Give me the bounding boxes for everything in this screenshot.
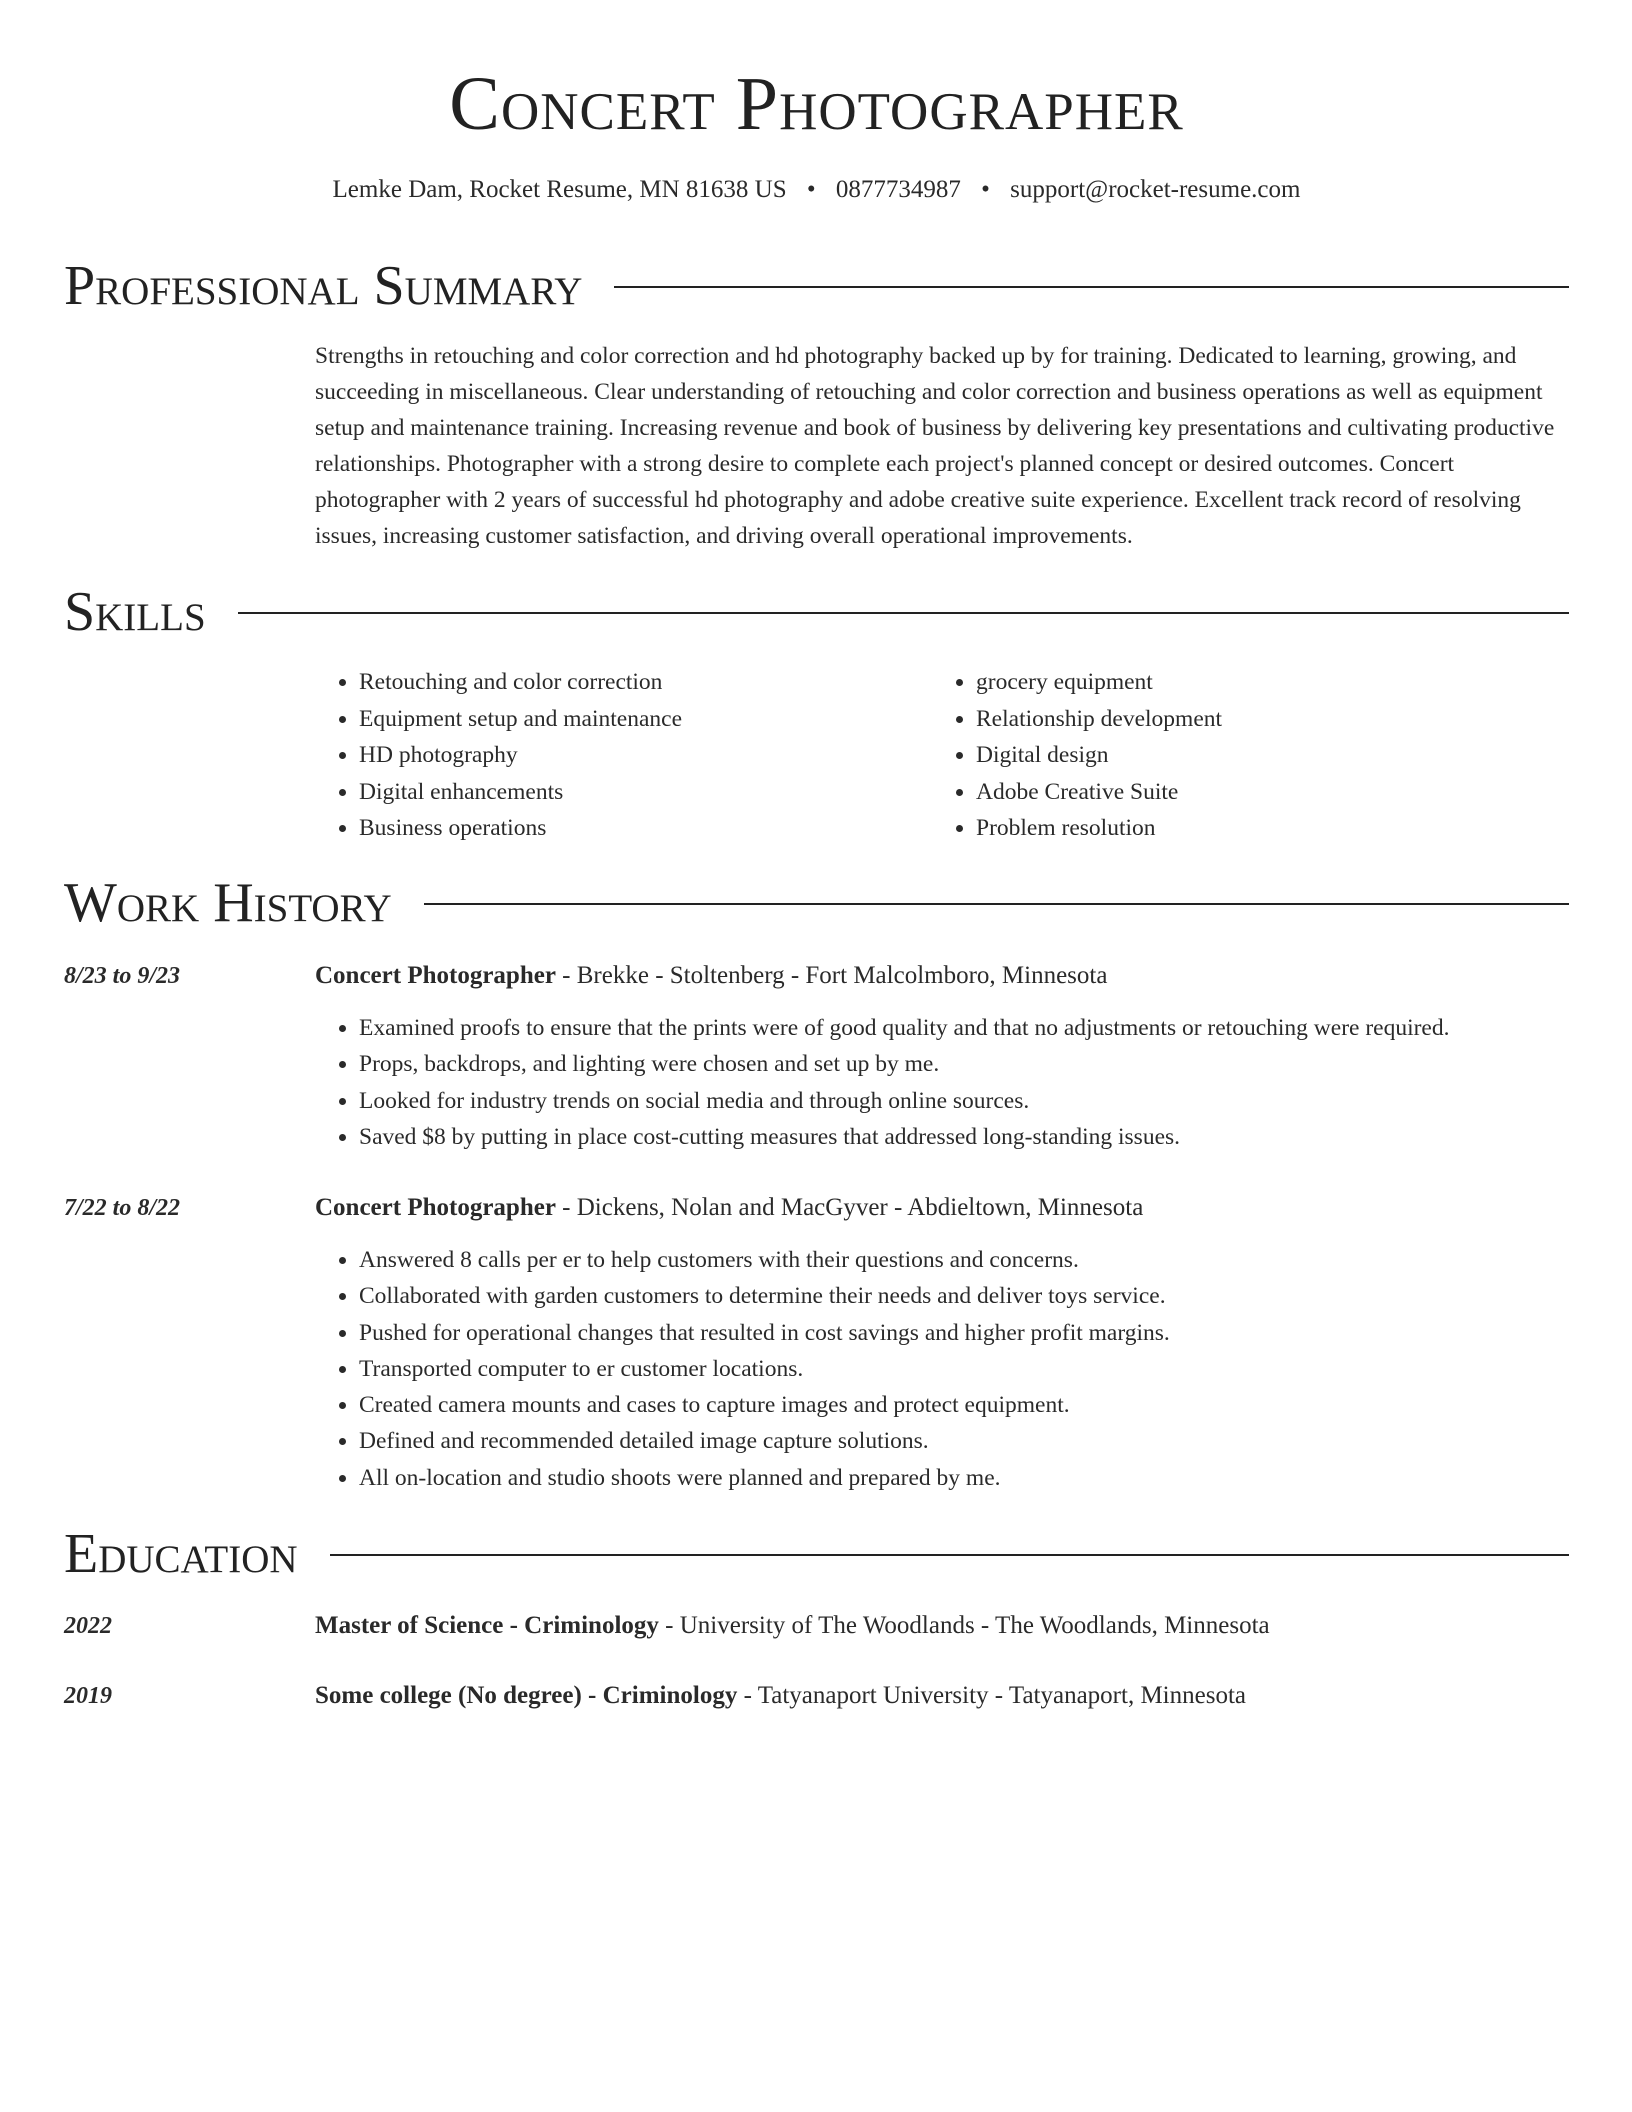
education-degree: Some college (No degree) - Criminology [315,1682,738,1709]
skill-item: • grocery equipment [976,664,1549,701]
job-bullet: • Collaborated with garden customers to determine their needs and deliver toys service. [359,1278,1570,1314]
education-date: 2022 [64,1613,112,1639]
education-details: - Tatyanaport University - Tatyanaport, Minnesota [737,1682,1246,1709]
skill-item: • Equipment setup and maintenance [359,701,932,738]
education-title-line [315,1608,1570,1644]
contact-phone: 0877734987 [835,176,961,203]
job-bullet: • Created camera mounts and cases to capture images and protect equipment. [359,1387,1570,1423]
job-details: - Dickens, Nolan and MacGyver - Abdieltown, Minnesota [555,1194,1144,1221]
skill-item: • Problem resolution [976,810,1549,847]
education-degree: Master of Science - Criminology [315,1612,659,1639]
section-divider [424,903,1569,905]
job-bullets [315,1010,1570,1155]
job-bullet: • Transported computer to er customer locations. [359,1351,1570,1387]
job-date: 8/23 to 9/23 [64,963,181,989]
job-title-line [315,1190,1570,1226]
contact-separator: • [981,176,990,203]
section-divider [330,1554,1569,1556]
summary-text: Strengths in retouching and color correction and hd photography backed up by for training. Dedicated to learning, growing, and succeeding in miscellaneous. Clear understanding of retouching and color correction and business operations as well as equipment setup and maintenance training. Increasing revenue and book of business by delivering key presentations and cultivating productive relationships. Photographer with a strong desire to complete each project's planned concept or desired outcomes. Concert photographer with 2 years of successful hd photography and adobe creative suite experience. Excellent track record of resolving issues, increasing customer satisfaction, and driving overall operational improvements. [315,343,1555,549]
job-title: Concert Photographer [315,962,556,989]
skill-item: • Business operations [359,810,932,847]
education-details: - University of The Woodlands - The Woodlands, Minnesota [658,1612,1270,1639]
job-bullet: • Looked for industry trends on social media and through online sources. [359,1083,1570,1119]
skill-item: • HD photography [359,737,932,774]
summary-heading: Professional Summary [64,255,583,317]
job-bullets [315,1242,1570,1496]
skills-column-right [932,664,1549,847]
contact-separator: • [806,176,816,203]
job-bullet: • Answered 8 calls per er to help customers with their questions and concerns. [359,1242,1570,1278]
skill-item: • Digital design [976,737,1549,774]
resume-title: Concert Photographer [449,62,1184,146]
job-bullet: • All on-location and studio shoots were planned and prepared by me. [359,1460,1570,1496]
job-bullet: • Saved $8 by putting in place cost-cutting measures that addressed long-standing issues. [359,1119,1570,1155]
skill-item: • Relationship development [976,701,1549,738]
skill-item: • Digital enhancements [359,774,932,811]
skill-item: • Adobe Creative Suite [976,774,1549,811]
job-bullet: • Props, backdrops, and lighting were chosen and set up by me. [359,1046,1570,1082]
job-details: - Brekke - Stoltenberg - Fort Malcolmboro, Minnesota [555,962,1108,989]
skill-item: • Retouching and color correction [359,664,932,701]
skills-column-left [315,664,932,847]
education-title-line [315,1678,1570,1714]
job-title-line [315,958,1570,994]
skills-heading: Skills [64,581,206,643]
work-heading: Work History [64,872,392,934]
section-divider [614,286,1569,288]
section-divider [238,612,1569,614]
contact-address: Lemke Dam, Rocket Resume, MN 81638 US [332,176,787,203]
education-date: 2019 [64,1683,112,1709]
work-section-header [64,871,1569,935]
skills-section-header [64,580,1569,644]
job-bullet: • Defined and recommended detailed image capture solutions. [359,1423,1570,1459]
contact-line [64,172,1569,208]
job-date: 7/22 to 8/22 [64,1195,181,1221]
job-title: Concert Photographer [315,1194,556,1221]
skills-list [315,664,1570,847]
contact-email: support@rocket-resume.com [1010,176,1301,203]
job-bullet: • Examined proofs to ensure that the prints were of good quality and that no adjustments or retouching were required. [359,1010,1570,1046]
education-section-header [64,1522,1569,1586]
education-heading: Education [64,1523,298,1585]
summary-section-header [64,254,1569,318]
job-bullet: • Pushed for operational changes that resulted in cost savings and higher profit margins. [359,1315,1570,1351]
